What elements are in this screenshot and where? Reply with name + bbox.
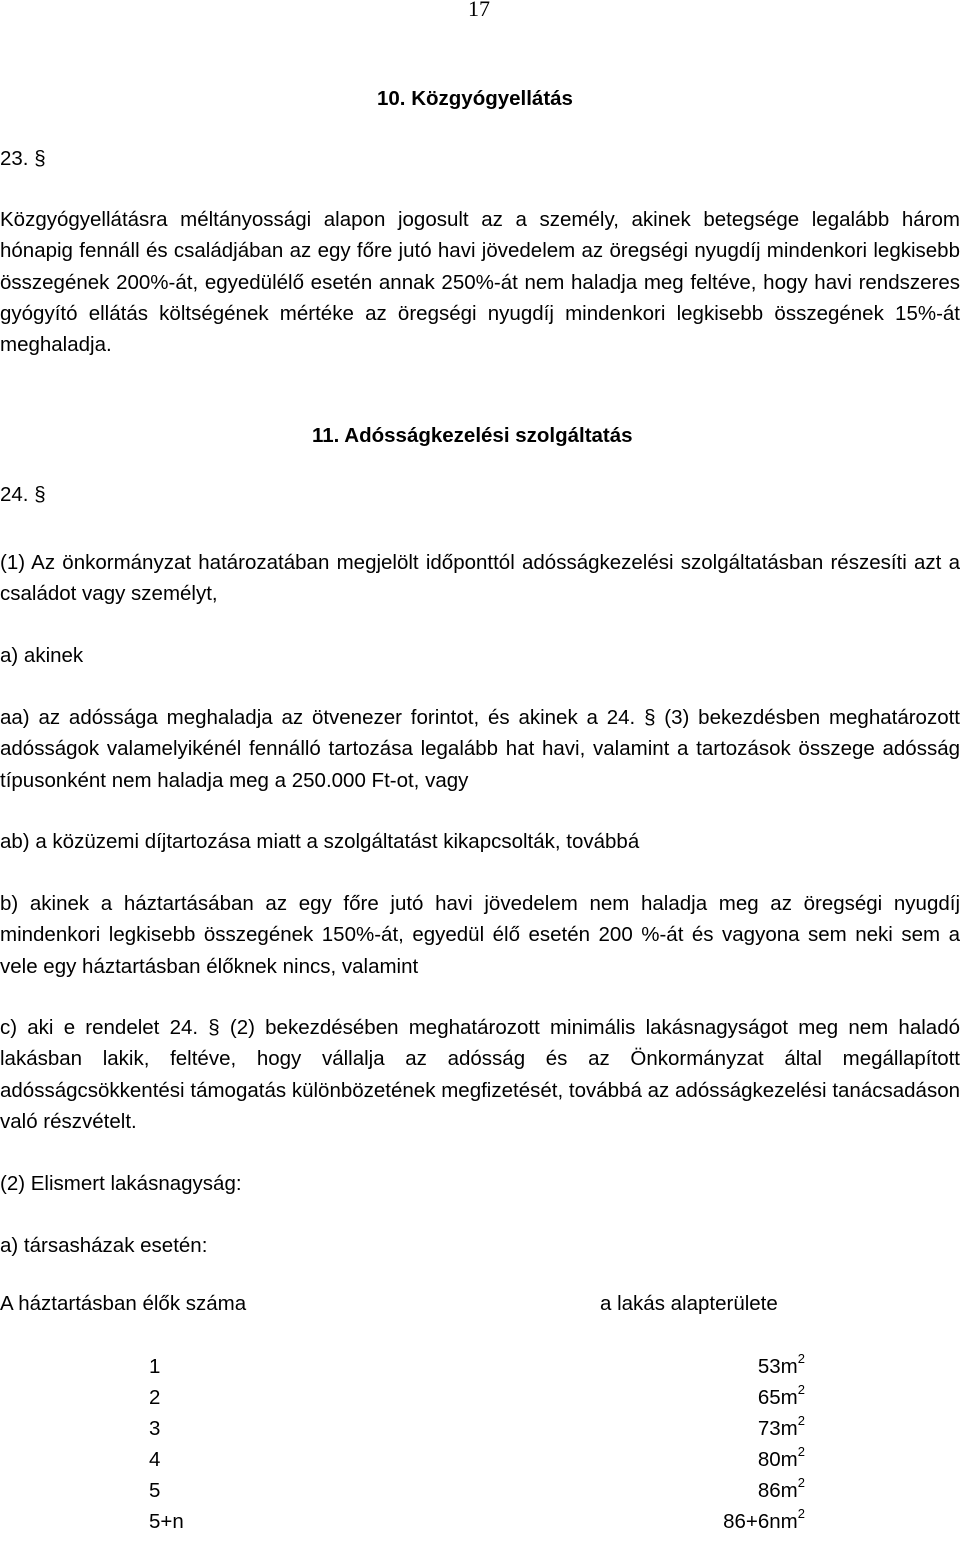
area-unit-exponent: 2 <box>797 1382 805 1398</box>
table-row <box>0 1382 960 1417</box>
point-ab: ab) a közüzemi díjtartozása miatt a szolgáltatást kikapcsolták, továbbá <box>0 830 640 853</box>
point-a: a) akinek <box>0 644 84 667</box>
table-header-household: A háztartásban élők száma <box>0 1292 247 1315</box>
paragraph-2: (2) Elismert lakásnagyság: <box>0 1172 242 1195</box>
floor-area-value: 86+6nm <box>723 1510 798 1533</box>
floor-area <box>757 1444 805 1472</box>
section-11-heading: 11. Adósságkezelési szolgáltatás <box>312 424 633 447</box>
floor-area <box>757 1382 805 1410</box>
table-row <box>0 1475 960 1510</box>
page-number: 17 <box>468 0 490 21</box>
table-header-area: a lakás alapterülete <box>600 1292 778 1315</box>
paragraph-1: (1) Az önkormányzat határozatában megjelölt időponttól adósságkezelési szolgáltatásban részesíti azt a családot vagy személyt, <box>0 551 960 606</box>
area-unit-exponent: 2 <box>797 1475 805 1491</box>
floor-area <box>757 1475 805 1503</box>
floor-area-value: 73m <box>757 1417 798 1440</box>
section-23-text: Közgyógyellátásra méltányossági alapon jogosult az a személy, akinek betegsége legalább három hónapig fennáll és családjában az egy főre jutó havi jövedelem az öregségi nyugdíj mindenkori legkisebb összegének 200%-át, egyedülélő esetén annak 250%-át nem haladja meg feltéve, hogy havi rendszeres gyógyító ellátás költségének mértéke az öregségi nyugdíj mindenkori legkisebb összegének 15%-át meghaladja. <box>0 208 960 357</box>
floor-area <box>757 1413 805 1441</box>
section-23-mark: 23. § <box>0 147 46 170</box>
household-count: 4 <box>149 1448 161 1471</box>
floor-area <box>757 1351 805 1379</box>
point-b: b) akinek a háztartásában az egy főre jutó havi jövedelem nem haladja meg az öregségi nyugdíj mindenkori legkisebb összegének 150%-át, egyedül élő esetén 200 %-át és vagyona sem neki sem a vele egy háztartásban élőknek nincs, valamint <box>0 892 960 978</box>
household-count: 5 <box>149 1479 161 1502</box>
floor-area-value: 65m <box>757 1386 798 1409</box>
household-count: 2 <box>149 1386 161 1409</box>
household-count: 3 <box>149 1417 161 1440</box>
point-aa: aa) az adóssága meghaladja az ötvenezer forintot, és akinek a 24. § (3) bekezdésben meghatározott adósságok valamelyikénél fennálló tartozása legalább hat havi, valamint a tartozások összege adósság típusonként nem haladja meg a 250.000 Ft-ot, vagy <box>0 706 960 792</box>
area-unit-exponent: 2 <box>797 1351 805 1367</box>
household-count: 5+n <box>149 1510 184 1533</box>
household-count: 1 <box>149 1355 161 1378</box>
table-row <box>0 1506 960 1541</box>
floor-area-value: 86m <box>757 1479 798 1502</box>
table-row <box>0 1413 960 1448</box>
section-10-heading: 10. Közgyógyellátás <box>377 87 573 110</box>
point-2a: a) társasházak esetén: <box>0 1234 208 1257</box>
table-row <box>0 1351 960 1386</box>
area-unit-exponent: 2 <box>797 1506 805 1522</box>
area-unit-exponent: 2 <box>797 1413 805 1429</box>
floor-area-value: 53m <box>757 1355 798 1378</box>
area-unit-exponent: 2 <box>797 1444 805 1460</box>
floor-area-value: 80m <box>757 1448 798 1471</box>
floor-area <box>723 1506 805 1534</box>
table-row <box>0 1444 960 1479</box>
section-24-mark: 24. § <box>0 483 46 506</box>
point-c: c) aki e rendelet 24. § (2) bekezdésében meghatározott minimális lakásnagyságot meg nem haladó lakásban lakik, feltéve, hogy vállalja az adósság és az Önkormányzat által megállapított adósságcsökkentési támogatás különbözetének megfizetését, továbbá az adósságkezelési tanácsadáson való részvételt. <box>0 1016 960 1133</box>
